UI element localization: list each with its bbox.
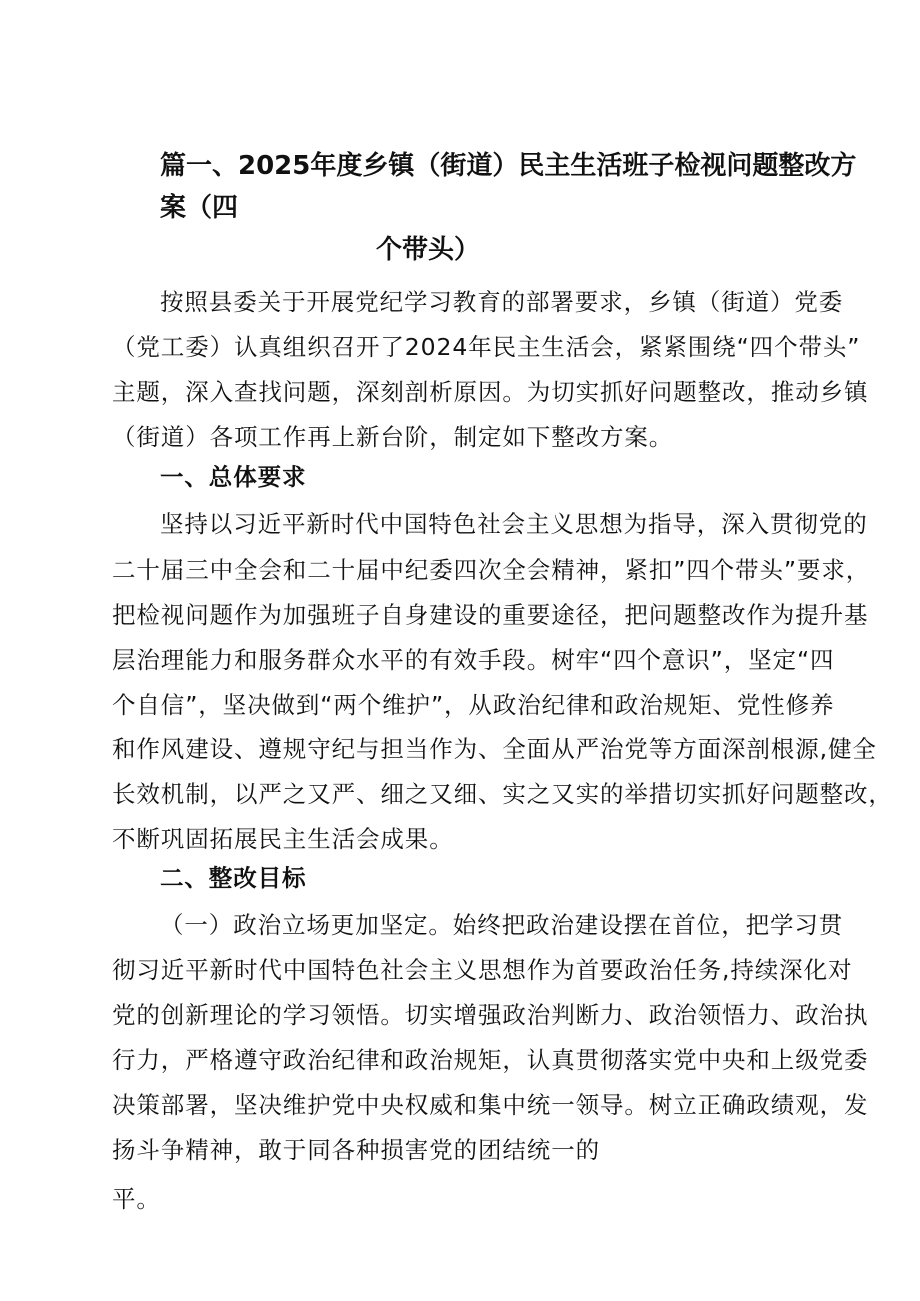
section1-line-8: 不断巩固拓展民主生活会成果。 — [112, 825, 454, 853]
section2-line-1: （一）政治立场更加坚定。始终把政治建设摆在首位，把学习贯 — [160, 911, 844, 939]
section2-line-6: 扬斗争精神，敢于同各种损害党的团结统一的 — [112, 1136, 600, 1164]
section-heading-1: 一、总体要求 — [160, 463, 307, 491]
section1-line-5: 个自信”，坚决做到“两个维护”，从政治纪律和政治规矩、党性修养 — [112, 691, 835, 719]
section1-line-4: 层治理能力和服务群众水平的有效手段。树牢“四个意识”，坚定“四 — [112, 646, 835, 674]
section2-line-5: 决策部署，坚决维护党中央权威和集中统一领导。树立正确政绩观，发 — [112, 1091, 869, 1119]
intro-line-1: 按照县委关于开展党纪学习教育的部署要求，乡镇（街道）党委 — [160, 288, 844, 316]
section-heading-2: 二、整改目标 — [160, 864, 307, 892]
section2-line-2: 彻习近平新时代中国特色社会主义思想作为首要政治任务,持续深化对 — [112, 956, 853, 984]
section2-line-4: 行力，严格遵守政治纪律和政治规矩，认真贯彻落实党中央和上级党委 — [112, 1046, 869, 1074]
intro-line-2: （党工委）认真组织召开了2024年民主生活会，紧紧围绕“四个带头” — [112, 333, 861, 361]
section2-line-3: 党的创新理论的学习领悟。切实增强政治判断力、政治领悟力、政治执 — [112, 1001, 869, 1029]
section2-line-7: 平。 — [112, 1185, 161, 1213]
section1-line-7: 长效机制，以严之又严、细之又细、实之又实的举措切实抓好问题整改， — [112, 780, 893, 808]
intro-line-4: （街道）各项工作再上新台阶，制定如下整改方案。 — [112, 423, 674, 451]
intro-line-3: 主题，深入查找问题，深刻剖析原因。为切实抓好问题整改，推动乡镇 — [112, 378, 869, 406]
section1-line-1: 坚持以习近平新时代中国特色社会主义思想为指导，深入贯彻党的 — [160, 510, 868, 538]
section1-line-6: 和作风建设、遵规守纪与担当作为、全面从严治党等方面深剖根源,健全 — [112, 735, 877, 763]
document-title — [160, 145, 860, 271]
title-line-1: 篇一、2025年度乡镇（街道）民主生活班子检视问题整改方案（四 — [160, 151, 857, 223]
section1-line-3: 把检视问题作为加强班子自身建设的重要途径，把问题整改作为提升基 — [112, 601, 869, 629]
title-line-2: 个带头） — [376, 235, 481, 265]
section1-line-2: 二十届三中全会和二十届中纪委四次全会精神，紧扣”四个带头”要求， — [112, 556, 871, 584]
